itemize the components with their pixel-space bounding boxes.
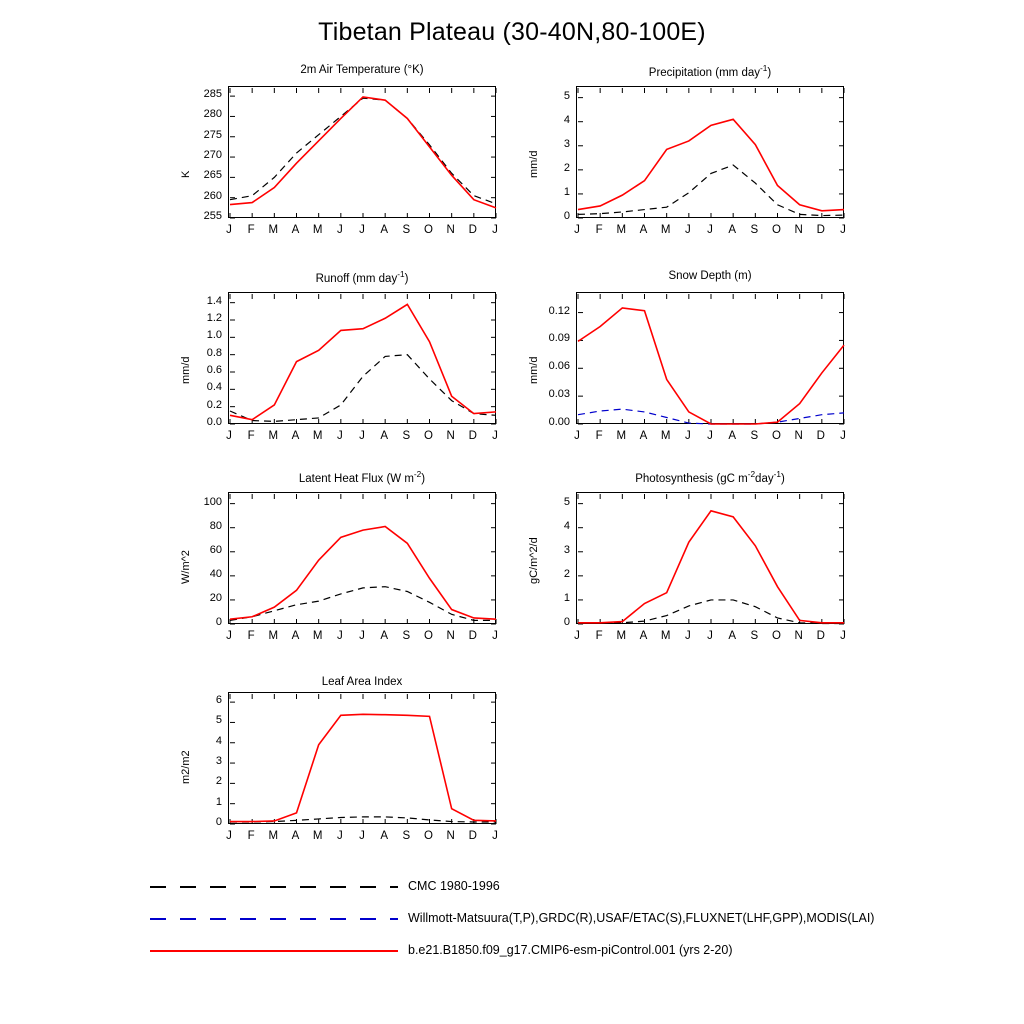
x-tick-leaf-area-index: N xyxy=(446,830,455,842)
x-tick-air-temperature: D xyxy=(468,224,477,236)
legend-label-obs: Willmott-Matsuura(T,P),GRDC(R),USAF/ETAC(S),FLUXNET(LHF,GPP),MODIS(LAI) xyxy=(408,911,875,925)
y-tick-snow-depth: 0.00 xyxy=(548,416,570,428)
x-tick-leaf-area-index: J xyxy=(492,830,498,842)
plot-area-leaf-area-index xyxy=(228,692,496,824)
y-tick-runoff: 1.4 xyxy=(206,294,222,307)
y-tick-air-temperature: 280 xyxy=(203,108,222,121)
x-tick-photosynthesis: F xyxy=(595,630,603,642)
x-tick-air-temperature: M xyxy=(268,224,279,236)
x-tick-precipitation: J xyxy=(574,224,580,236)
y-tick-precipitation: 0 xyxy=(563,210,570,222)
x-tick-snow-depth: D xyxy=(816,430,825,442)
legend-label-model: b.e21.B1850.f09_g17.CMIP6-esm-piControl.001 (yrs 2-20) xyxy=(408,943,733,957)
plot-area-air-temperature xyxy=(228,86,496,218)
x-tick-precipitation: J xyxy=(840,224,846,236)
x-tick-air-temperature: F xyxy=(247,224,255,236)
x-tick-leaf-area-index: A xyxy=(291,830,300,842)
x-tick-latent-heat-flux: M xyxy=(268,630,279,642)
x-tick-runoff: J xyxy=(492,430,498,442)
y-tick-leaf-area-index: 2 xyxy=(215,775,222,788)
x-tick-photosynthesis: A xyxy=(728,630,736,642)
x-tick-runoff: M xyxy=(312,430,323,442)
y-tick-runoff: 0.8 xyxy=(206,346,222,359)
x-tick-snow-depth: A xyxy=(639,430,648,442)
y-tick-leaf-area-index: 6 xyxy=(215,694,222,707)
page-title: Tibetan Plateau (30-40N,80-100E) xyxy=(318,18,706,46)
y-tick-runoff: 0.2 xyxy=(206,398,222,411)
x-tick-precipitation: F xyxy=(595,224,603,236)
panel-title-latent-heat-flux: Latent Heat Flux (W $m^{-2}$) xyxy=(298,470,426,485)
x-tick-latent-heat-flux: F xyxy=(247,630,255,642)
x-tick-latent-heat-flux: A xyxy=(291,630,300,642)
x-tick-snow-depth: M xyxy=(660,430,671,442)
y-tick-precipitation: 5 xyxy=(563,89,570,102)
y-tick-precipitation: 4 xyxy=(563,113,570,126)
x-tick-leaf-area-index: O xyxy=(424,830,433,842)
x-tick-latent-heat-flux: O xyxy=(424,630,433,642)
y-tick-air-temperature: 285 xyxy=(203,88,222,101)
x-tick-leaf-area-index: J xyxy=(359,830,365,842)
x-tick-precipitation: A xyxy=(728,224,736,236)
x-tick-precipitation: O xyxy=(772,224,781,236)
x-tick-runoff: J xyxy=(336,430,343,442)
x-tick-latent-heat-flux: A xyxy=(380,630,388,642)
x-tick-latent-heat-flux: D xyxy=(468,630,477,642)
x-tick-air-temperature: J xyxy=(336,224,343,236)
x-tick-leaf-area-index: J xyxy=(336,830,343,842)
plot-area-snow-depth xyxy=(576,292,844,424)
x-tick-runoff: D xyxy=(468,430,477,442)
panel-title-precipitation: Precipitation (mm day$^{-1}$) xyxy=(648,64,772,79)
y-tick-photosynthesis: 5 xyxy=(563,495,570,508)
y-tick-leaf-area-index: 0 xyxy=(215,816,222,828)
x-tick-air-temperature: N xyxy=(446,224,455,236)
y-tick-air-temperature: 255 xyxy=(203,210,222,222)
y-tick-leaf-area-index: 4 xyxy=(215,734,222,747)
x-tick-latent-heat-flux: J xyxy=(359,630,365,642)
y-tick-precipitation: 1 xyxy=(563,185,570,198)
x-tick-air-temperature: A xyxy=(291,224,300,236)
y-tick-photosynthesis: 3 xyxy=(563,543,570,556)
x-tick-precipitation: J xyxy=(707,224,713,236)
x-tick-snow-depth: A xyxy=(728,430,736,442)
x-tick-runoff: N xyxy=(446,430,455,442)
y-axis-label-latent-heat-flux: W/m^2 xyxy=(180,550,192,584)
panel-title-runoff: Runoff (mm day$^{-1}$) xyxy=(315,270,409,285)
x-tick-precipitation: D xyxy=(816,224,825,236)
x-tick-photosynthesis: A xyxy=(639,630,648,642)
y-tick-latent-heat-flux: 60 xyxy=(209,543,222,556)
x-tick-runoff: M xyxy=(268,430,279,442)
y-tick-runoff: 1.0 xyxy=(206,329,222,342)
y-axis-label-runoff: mm/d xyxy=(180,356,192,384)
x-tick-air-temperature: J xyxy=(226,224,232,236)
x-tick-latent-heat-flux: N xyxy=(446,630,455,642)
x-tick-photosynthesis: D xyxy=(816,630,825,642)
x-tick-runoff: J xyxy=(226,430,232,442)
x-tick-photosynthesis: O xyxy=(772,630,781,642)
x-tick-snow-depth: S xyxy=(750,430,759,442)
y-tick-runoff: 0.4 xyxy=(206,381,222,394)
x-tick-photosynthesis: J xyxy=(840,630,846,642)
x-tick-photosynthesis: J xyxy=(684,630,691,642)
x-tick-air-temperature: S xyxy=(402,224,411,236)
plot-area-latent-heat-flux xyxy=(228,492,496,624)
legend-item-model xyxy=(150,939,1010,971)
x-tick-latent-heat-flux: S xyxy=(402,630,411,642)
x-tick-runoff: S xyxy=(402,430,411,442)
y-tick-latent-heat-flux: 40 xyxy=(209,567,222,580)
x-tick-leaf-area-index: J xyxy=(226,830,232,842)
y-axis-label-precipitation: mm/d xyxy=(528,150,540,178)
x-tick-precipitation: J xyxy=(684,224,691,236)
x-tick-precipitation: N xyxy=(794,224,803,236)
y-tick-air-temperature: 260 xyxy=(203,189,222,202)
y-tick-photosynthesis: 1 xyxy=(563,591,570,604)
y-tick-latent-heat-flux: 80 xyxy=(209,519,222,532)
panel-title-leaf-area-index: Leaf Area Index xyxy=(321,676,403,688)
x-tick-air-temperature: M xyxy=(312,224,323,236)
legend xyxy=(150,875,1010,971)
x-tick-leaf-area-index: M xyxy=(268,830,279,842)
y-tick-leaf-area-index: 1 xyxy=(215,795,222,808)
x-tick-snow-depth: M xyxy=(616,430,627,442)
y-tick-photosynthesis: 2 xyxy=(563,567,570,580)
y-tick-leaf-area-index: 5 xyxy=(215,714,222,727)
plot-area-runoff xyxy=(228,292,496,424)
y-tick-runoff: 0.6 xyxy=(206,364,222,376)
x-tick-leaf-area-index: S xyxy=(402,830,411,842)
x-tick-snow-depth: N xyxy=(794,430,803,442)
y-axis-label-photosynthesis: gC/m^2/d xyxy=(528,537,540,584)
legend-label-cmc: CMC 1980-1996 xyxy=(408,879,500,893)
panel-title-photosynthesis: Photosynthesis (gC $m^{-2}day^{-1}$) xyxy=(635,470,785,485)
y-tick-precipitation: 3 xyxy=(563,137,570,150)
legend-swatch-obs xyxy=(150,918,398,920)
legend-item-obs xyxy=(150,907,1010,939)
x-tick-leaf-area-index: A xyxy=(380,830,388,842)
x-tick-photosynthesis: M xyxy=(660,630,671,642)
x-tick-leaf-area-index: D xyxy=(468,830,477,842)
legend-swatch-cmc xyxy=(150,886,398,888)
x-tick-air-temperature: O xyxy=(424,224,433,236)
y-tick-runoff: 0.0 xyxy=(206,416,222,428)
legend-swatch-model xyxy=(150,950,398,952)
y-tick-latent-heat-flux: 20 xyxy=(209,591,222,604)
x-tick-snow-depth: J xyxy=(684,430,691,442)
x-tick-air-temperature: J xyxy=(359,224,365,236)
x-tick-air-temperature: J xyxy=(492,224,498,236)
x-tick-photosynthesis: J xyxy=(574,630,580,642)
x-tick-leaf-area-index: M xyxy=(312,830,323,842)
x-tick-runoff: A xyxy=(380,430,388,442)
plot-area-precipitation xyxy=(576,86,844,218)
x-tick-leaf-area-index: F xyxy=(247,830,255,842)
x-tick-precipitation: S xyxy=(750,224,759,236)
y-tick-leaf-area-index: 3 xyxy=(215,755,222,768)
y-tick-snow-depth: 0.06 xyxy=(548,360,570,373)
x-tick-runoff: A xyxy=(291,430,300,442)
panel-title-air-temperature: 2m Air Temperature (°K) xyxy=(300,64,424,76)
x-tick-snow-depth: J xyxy=(574,430,580,442)
x-tick-latent-heat-flux: M xyxy=(312,630,323,642)
y-tick-snow-depth: 0.09 xyxy=(548,332,570,345)
x-tick-photosynthesis: N xyxy=(794,630,803,642)
x-tick-precipitation: A xyxy=(639,224,648,236)
y-tick-air-temperature: 270 xyxy=(203,149,222,162)
x-tick-snow-depth: J xyxy=(840,430,846,442)
panel-title-snow-depth: Snow Depth (m) xyxy=(668,270,752,282)
y-tick-latent-heat-flux: 0 xyxy=(215,616,222,628)
x-tick-photosynthesis: M xyxy=(616,630,627,642)
y-axis-label-air-temperature: K xyxy=(180,170,192,178)
x-tick-snow-depth: J xyxy=(707,430,713,442)
x-tick-precipitation: M xyxy=(616,224,627,236)
y-tick-air-temperature: 275 xyxy=(203,128,222,141)
plot-area-photosynthesis xyxy=(576,492,844,624)
x-tick-snow-depth: F xyxy=(595,430,603,442)
x-tick-latent-heat-flux: J xyxy=(226,630,232,642)
x-tick-photosynthesis: S xyxy=(750,630,759,642)
y-tick-snow-depth: 0.03 xyxy=(548,388,570,401)
y-tick-precipitation: 2 xyxy=(563,161,570,174)
y-tick-latent-heat-flux: 100 xyxy=(203,495,222,508)
legend-item-cmc xyxy=(150,875,1010,907)
y-tick-runoff: 1.2 xyxy=(206,312,222,324)
y-axis-label-snow-depth: mm/d xyxy=(528,356,540,384)
y-tick-photosynthesis: 0 xyxy=(563,616,570,628)
y-tick-photosynthesis: 4 xyxy=(563,519,570,532)
x-tick-runoff: J xyxy=(359,430,365,442)
x-tick-air-temperature: A xyxy=(380,224,388,236)
y-tick-air-temperature: 265 xyxy=(203,169,222,182)
x-tick-photosynthesis: J xyxy=(707,630,713,642)
x-tick-snow-depth: O xyxy=(772,430,781,442)
x-tick-precipitation: M xyxy=(660,224,671,236)
x-tick-latent-heat-flux: J xyxy=(336,630,343,642)
x-tick-latent-heat-flux: J xyxy=(492,630,498,642)
y-tick-snow-depth: 0.12 xyxy=(548,304,570,317)
y-axis-label-leaf-area-index: m2/m2 xyxy=(180,750,192,784)
x-tick-runoff: O xyxy=(424,430,433,442)
x-tick-runoff: F xyxy=(247,430,255,442)
